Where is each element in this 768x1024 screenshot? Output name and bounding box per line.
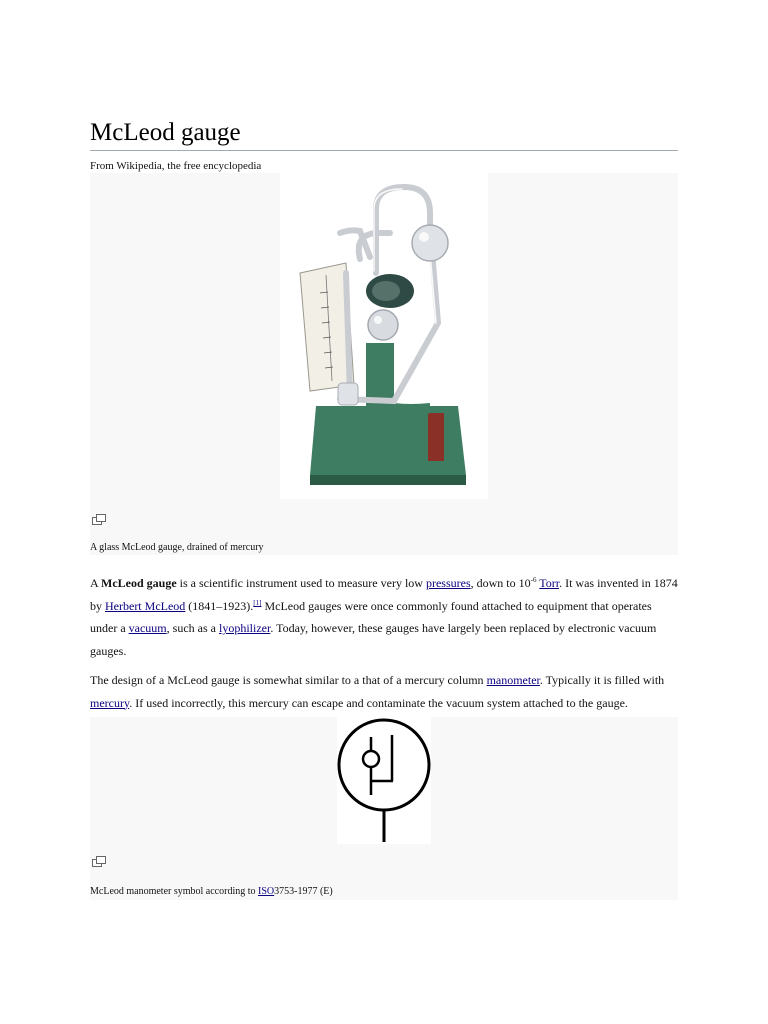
link-iso[interactable]: ISO (258, 886, 275, 897)
link-lyophilizer[interactable]: lyophilizer (218, 621, 271, 635)
text-run: McLeod gauges were once commonly found attached to equipment that operates under a (90, 598, 652, 635)
page-title: McLeod gauge (90, 118, 678, 151)
symbol-figure (90, 717, 678, 900)
page-tagline: From Wikipedia, the free encyclopedia (90, 160, 262, 172)
caption-text: 3753-1977 (E) (274, 886, 333, 897)
link-pressures[interactable]: pressures (425, 576, 471, 590)
magnify-icon[interactable] (92, 512, 106, 523)
link-torr[interactable]: Torr (539, 576, 560, 590)
link-herbert-mcleod[interactable]: Herbert McLeod (105, 598, 186, 613)
bold-term: McLeod gauge (101, 576, 177, 590)
text-run: . Typically it is filled with (539, 673, 665, 687)
text-run: . Today, however, these gauges have largely been replaced by electronic vacuum gauges. (90, 621, 657, 658)
link-vacuum[interactable]: vacuum (128, 621, 167, 635)
gauge-figure (90, 173, 678, 555)
text-run: . If used incorrectly, this mercury can escape and contaminate the vacuum system attached to the gauge. (129, 695, 628, 710)
gauge-photo[interactable] (280, 173, 488, 499)
manometer-symbol-image (337, 717, 431, 844)
text-run: is a scientific instrument used to measure very low (176, 576, 426, 590)
design-paragraph (90, 669, 680, 714)
link-manometer[interactable]: manometer (486, 673, 540, 687)
text-run: (1841–1923). (185, 598, 254, 613)
text-run: , down to 10 (470, 576, 531, 590)
exponent: -6 (530, 576, 537, 584)
manometer-symbol[interactable] (337, 717, 431, 844)
text-run: . It was invented in 1874 by (90, 576, 678, 613)
magnify-icon[interactable] (92, 854, 106, 865)
article (90, 118, 678, 897)
figure-caption (90, 886, 333, 898)
intro-paragraph (90, 572, 680, 662)
gauge-photo-image (280, 173, 488, 499)
figure-caption: A glass McLeod gauge, drained of mercury (90, 542, 264, 553)
link-mercury[interactable]: mercury (90, 695, 130, 710)
text-run: A (90, 576, 102, 590)
text-run: The design of a McLeod gauge is somewhat similar to a that of a mercury column (90, 673, 487, 687)
text-run: , such as a (166, 621, 219, 635)
reference-link[interactable]: [1] (253, 598, 262, 607)
caption-text: McLeod manometer symbol according to (90, 886, 259, 897)
